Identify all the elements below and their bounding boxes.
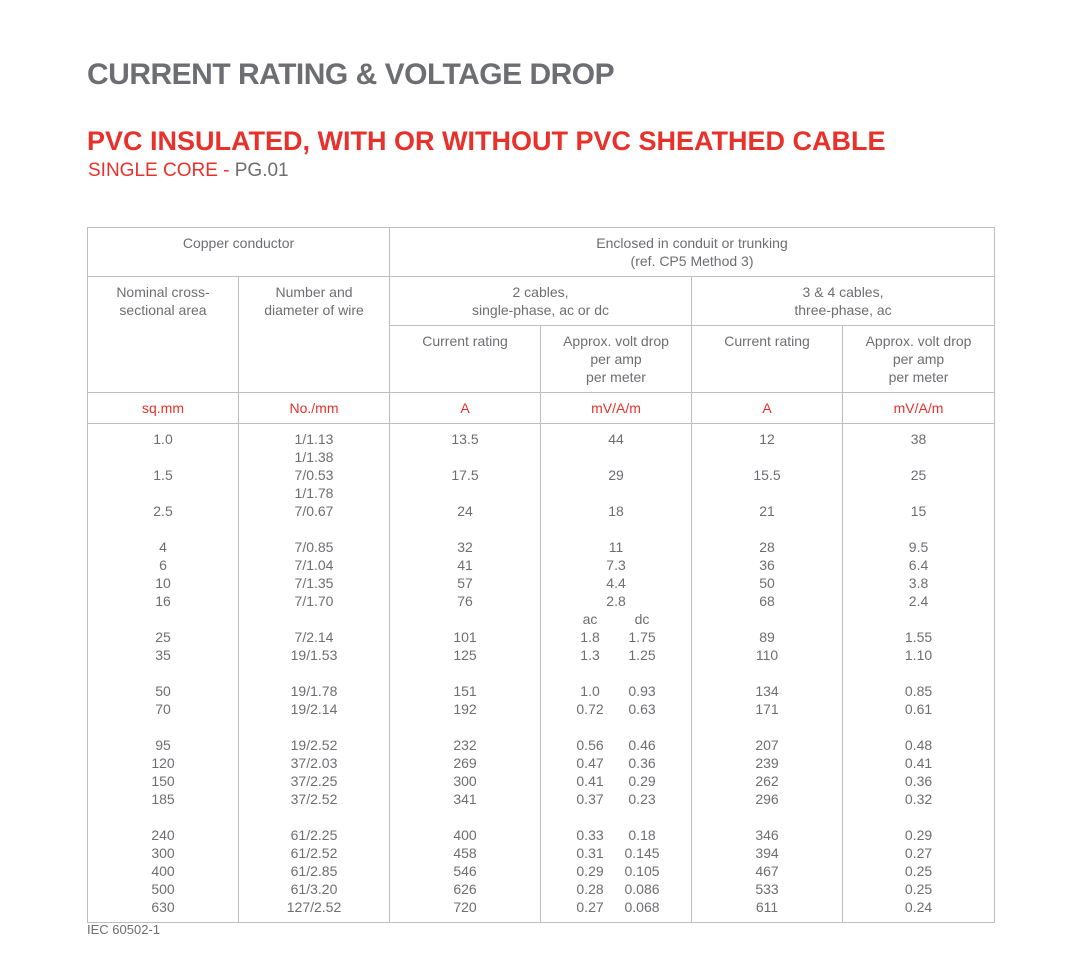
- table-cell: [245, 664, 383, 682]
- unit-cell: mV/A/m: [541, 393, 692, 424]
- table-cell: [849, 484, 988, 502]
- table-cell: [698, 610, 836, 628]
- table-cell: [94, 520, 232, 538]
- table-cell: 15: [910, 503, 927, 519]
- table-cell: 150: [151, 773, 175, 789]
- table-cell: 7/1.35: [294, 575, 334, 591]
- current-rating-header-2: Current rating: [390, 326, 541, 393]
- ac-dc-pair: [547, 700, 685, 718]
- table-cell: [547, 448, 685, 466]
- table-cell: 262: [755, 773, 779, 789]
- table-cell: [245, 808, 383, 826]
- ac-value: 0.72: [576, 701, 604, 717]
- table-cell: 12: [759, 431, 775, 447]
- table-cell: [849, 448, 988, 466]
- core-subtitle: [88, 160, 289, 182]
- table-cell: 0.32: [904, 791, 933, 807]
- table-cell: 7/0.67: [294, 503, 334, 519]
- table-cell: 32: [457, 539, 473, 555]
- dc-value: 0.068: [624, 899, 660, 915]
- table-cell: 4.4: [606, 575, 626, 591]
- table-cell: [94, 808, 232, 826]
- ac-value: 0.31: [576, 845, 604, 861]
- table-cell: 35: [155, 647, 171, 663]
- table-cell: 7/1.70: [294, 593, 334, 609]
- dc-label: dc: [634, 611, 650, 627]
- ac-value: 0.28: [576, 881, 604, 897]
- table-cell: 400: [151, 863, 175, 879]
- table-cell: [245, 718, 383, 736]
- table-cell: 1.55: [904, 629, 933, 645]
- table-cell: 7.3: [606, 557, 626, 573]
- table-cell: [698, 520, 836, 538]
- cable-type-title: PVC INSULATED, WITH OR WITHOUT PVC SHEATHED CABLE: [87, 126, 886, 156]
- ac-value: 1.3: [580, 647, 600, 663]
- table-cell: [698, 448, 836, 466]
- table-cell: 19/2.52: [290, 737, 338, 753]
- ac-value: 0.56: [576, 737, 604, 753]
- table-cell: 0.27: [904, 845, 933, 861]
- table-cell: [396, 520, 534, 538]
- dc-value: 0.29: [628, 773, 656, 789]
- ac-dc-pair: [547, 808, 685, 826]
- table-cell: 2.5: [153, 503, 173, 519]
- unit-cell: No./mm: [239, 393, 390, 424]
- table-cell: [698, 718, 836, 736]
- table-cell: 13.5: [451, 431, 479, 447]
- table-cell: 467: [755, 863, 779, 879]
- table-cell: 37/2.52: [290, 791, 338, 807]
- dc-value: 0.36: [628, 755, 656, 771]
- table-cell: 25: [910, 467, 927, 483]
- dc-value: 0.93: [628, 683, 656, 699]
- ac-value: 1.0: [580, 683, 600, 699]
- table-cell: 1/1.78: [294, 485, 334, 501]
- ac-dc-pair: [547, 664, 685, 682]
- unit-cell: sq.mm: [88, 393, 239, 424]
- core-label: SINGLE CORE -: [88, 160, 235, 181]
- table-cell: 458: [453, 845, 477, 861]
- table-cell: 19/1.78: [290, 683, 338, 699]
- ac-dc-pair: [547, 736, 685, 754]
- table-cell: [396, 610, 534, 628]
- table-cell: 50: [759, 575, 775, 591]
- table-cell: 2.4: [908, 593, 929, 609]
- table-cell: [396, 808, 534, 826]
- table-cell: 134: [755, 683, 779, 699]
- table-cell: 240: [151, 827, 175, 843]
- page-title: CURRENT RATING & VOLTAGE DROP: [87, 58, 615, 91]
- ac-value: [564, 718, 616, 736]
- wire-column: [239, 424, 390, 923]
- ac-value: 0.27: [576, 899, 604, 915]
- table-cell: 17.5: [451, 467, 479, 483]
- table-cell: 37/2.25: [290, 773, 338, 789]
- table-cell: 3.8: [908, 575, 929, 591]
- three-cables-header: 3 & 4 cables, three-phase, ac: [692, 277, 995, 326]
- current-2-column: [390, 424, 541, 923]
- dc-value: [616, 718, 668, 736]
- unit-cell: A: [390, 393, 541, 424]
- table-cell: 24: [457, 503, 473, 519]
- ac-value: 0.41: [576, 773, 604, 789]
- table-cell: 6.4: [908, 557, 929, 573]
- table-cell: 1/1.38: [294, 449, 334, 465]
- dc-value: [616, 664, 668, 682]
- table-cell: 0.29: [904, 827, 933, 843]
- dc-value: 0.145: [624, 845, 660, 861]
- table-cell: 38: [910, 431, 927, 447]
- table-cell: 89: [759, 629, 775, 645]
- table-cell: [396, 664, 534, 682]
- table-cell: 300: [151, 845, 175, 861]
- table-cell: 120: [151, 755, 175, 771]
- area-column: [88, 424, 239, 923]
- table-cell: 2.8: [606, 593, 626, 609]
- table-cell: 19/1.53: [290, 647, 338, 663]
- wire-header: Number and diameter of wire: [239, 277, 390, 393]
- drop-2-column: [541, 424, 692, 923]
- table-cell: 1.10: [904, 647, 933, 663]
- table-cell: 0.61: [904, 701, 933, 717]
- table-cell: [698, 808, 836, 826]
- table-cell: [245, 610, 383, 628]
- table-cell: [698, 664, 836, 682]
- table-cell: 500: [151, 881, 175, 897]
- volt-drop-header-3: Approx. volt drop per amp per meter: [843, 326, 995, 393]
- table-cell: 95: [155, 737, 171, 753]
- table-cell: 346: [755, 827, 779, 843]
- table-cell: [94, 484, 232, 502]
- table-cell: 0.25: [904, 881, 933, 897]
- ac-dc-pair: [547, 880, 685, 898]
- table-cell: 232: [453, 737, 477, 753]
- table-cell: 546: [453, 863, 477, 879]
- table-cell: 37/2.03: [290, 755, 338, 771]
- table-cell: [849, 610, 988, 628]
- dc-value: 0.63: [628, 701, 656, 717]
- ac-dc-pair: [547, 790, 685, 808]
- ac-dc-pair: [547, 646, 685, 664]
- ac-dc-pair: [547, 862, 685, 880]
- table-cell: 44: [608, 431, 624, 447]
- dc-value: 1.75: [628, 629, 656, 645]
- table-cell: 394: [755, 845, 779, 861]
- ac-dc-pair: [547, 682, 685, 700]
- page-code: PG.01: [234, 160, 289, 181]
- ac-value: 1.8: [580, 629, 600, 645]
- table-cell: 29: [608, 467, 624, 483]
- header-row-1: [88, 228, 995, 277]
- table-cell: 18: [608, 503, 624, 519]
- conductor-header: Copper conductor: [88, 228, 390, 277]
- table-cell: 6: [159, 557, 167, 573]
- ac-value: 0.33: [576, 827, 604, 843]
- table-cell: 171: [755, 701, 779, 717]
- table-cell: 70: [155, 701, 171, 717]
- current-rating-table: [87, 227, 995, 923]
- ac-dc-subheader: [547, 610, 685, 628]
- table-cell: 61/2.85: [290, 863, 338, 879]
- table-cell: [94, 610, 232, 628]
- dc-value: 0.105: [624, 863, 660, 879]
- ac-value: 0.29: [576, 863, 604, 879]
- table-cell: 76: [457, 593, 473, 609]
- units-row: [88, 393, 995, 424]
- table-cell: [849, 664, 988, 682]
- ac-dc-pair: [547, 754, 685, 772]
- table-cell: 25: [155, 629, 171, 645]
- table-cell: 0.25: [904, 863, 933, 879]
- table-cell: 127/2.52: [286, 899, 342, 915]
- table-cell: 11: [608, 539, 624, 555]
- table-cell: [94, 448, 232, 466]
- ac-value: 0.37: [576, 791, 604, 807]
- ac-value: 0.47: [576, 755, 604, 771]
- table-cell: [245, 520, 383, 538]
- table-cell: [94, 664, 232, 682]
- ac-dc-pair: [547, 718, 685, 736]
- table-cell: [547, 520, 685, 538]
- unit-cell: A: [692, 393, 843, 424]
- dc-value: 0.086: [624, 881, 660, 897]
- unit-cell: mV/A/m: [843, 393, 995, 424]
- table-cell: 10: [155, 575, 171, 591]
- table-cell: 61/2.52: [290, 845, 338, 861]
- dc-value: 0.46: [628, 737, 656, 753]
- table-cell: 626: [453, 881, 477, 897]
- table-cell: 611: [755, 899, 779, 915]
- table-cell: 36: [759, 557, 775, 573]
- table-cell: 400: [453, 827, 477, 843]
- table-cell: [396, 484, 534, 502]
- table-cell: 300: [453, 773, 477, 789]
- table-cell: 19/2.14: [290, 701, 338, 717]
- drop-3-column: [843, 424, 995, 923]
- table-cell: 207: [755, 737, 779, 753]
- table-cell: 0.24: [904, 899, 933, 915]
- table-cell: 57: [457, 575, 473, 591]
- table-cell: [849, 718, 988, 736]
- table-cell: 192: [453, 701, 477, 717]
- dc-value: 1.25: [628, 647, 656, 663]
- table-cell: 61/2.25: [290, 827, 338, 843]
- table-cell: 125: [453, 647, 477, 663]
- table-cell: 7/2.14: [294, 629, 334, 645]
- volt-drop-header-2: Approx. volt drop per amp per meter: [541, 326, 692, 393]
- enclosed-header: Enclosed in conduit or trunking (ref. CP5 Method 3): [390, 228, 995, 277]
- table-cell: 7/0.85: [294, 539, 334, 555]
- area-header: Nominal cross- sectional area: [88, 277, 239, 393]
- table-cell: 41: [457, 557, 473, 573]
- table-cell: [698, 484, 836, 502]
- table-cell: 1.0: [153, 431, 173, 447]
- table-cell: [396, 448, 534, 466]
- table-cell: 1.5: [153, 467, 173, 483]
- ac-dc-pair: [547, 628, 685, 646]
- table-cell: [94, 718, 232, 736]
- table-cell: [396, 718, 534, 736]
- table-cell: 28: [759, 539, 775, 555]
- table-cell: 50: [155, 683, 171, 699]
- ac-dc-pair: [547, 826, 685, 844]
- table-cell: [849, 520, 988, 538]
- dc-value: 0.18: [628, 827, 656, 843]
- table-cell: 9.5: [908, 539, 929, 555]
- two-cables-header: 2 cables, single-phase, ac or dc: [390, 277, 692, 326]
- table-cell: 533: [755, 881, 779, 897]
- current-rating-header-3: Current rating: [692, 326, 843, 393]
- table-cell: 239: [755, 755, 779, 771]
- table-cell: 7/1.04: [294, 557, 334, 573]
- table-cell: 16: [155, 593, 171, 609]
- ac-value: [564, 664, 616, 682]
- table-cell: 341: [453, 791, 477, 807]
- table-cell: 61/3.20: [290, 881, 338, 897]
- table-cell: 151: [453, 683, 477, 699]
- table-cell: 21: [759, 503, 775, 519]
- table-cell: 15.5: [753, 467, 781, 483]
- table-cell: 4: [159, 539, 167, 555]
- standard-footnote: IEC 60502-1: [87, 922, 160, 937]
- table-cell: 101: [453, 629, 477, 645]
- ac-dc-pair: [547, 898, 685, 916]
- table-cell: 1/1.13: [294, 431, 334, 447]
- table-cell: 269: [453, 755, 477, 771]
- table-cell: 630: [151, 899, 175, 915]
- dc-value: [616, 808, 668, 826]
- table-cell: 185: [151, 791, 175, 807]
- table-cell: 0.85: [904, 683, 933, 699]
- ac-value: [564, 808, 616, 826]
- table-cell: 110: [755, 647, 779, 663]
- table-cell: 296: [755, 791, 779, 807]
- ac-label: ac: [582, 611, 598, 627]
- table-cell: 0.36: [904, 773, 933, 789]
- ac-dc-pair: [547, 844, 685, 862]
- table-cell: [849, 808, 988, 826]
- table-cell: 68: [759, 593, 775, 609]
- table-cell: 7/0.53: [294, 467, 334, 483]
- dc-value: 0.23: [628, 791, 656, 807]
- header-row-2: [88, 277, 995, 326]
- current-3-column: [692, 424, 843, 923]
- data-body-row: [88, 424, 995, 923]
- table-cell: 0.41: [904, 755, 933, 771]
- table-cell: [547, 484, 685, 502]
- table-cell: 720: [453, 899, 477, 915]
- table-cell: 0.48: [904, 737, 933, 753]
- ac-dc-pair: [547, 772, 685, 790]
